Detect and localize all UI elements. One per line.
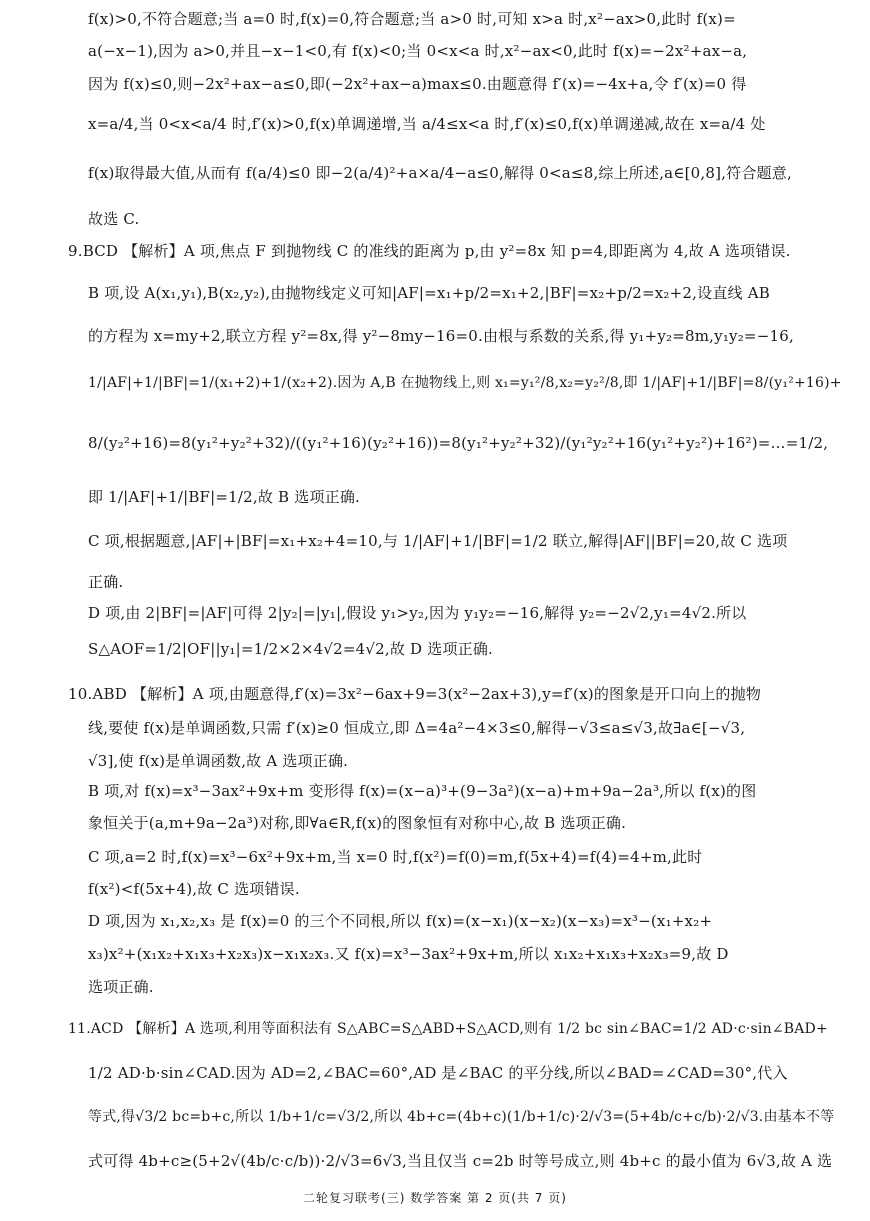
- text-line: 因为 f(x)≤0,则−2x²+ax−a≤0,即(−2x²+ax−a)max≤0.由题意得 f′(x)=−4x+a,令 f′(x)=0 得: [88, 75, 747, 93]
- text-line: D 项,因为 x₁,x₂,x₃ 是 f(x)=0 的三个不同根,所以 f(x)=(x−x₁)(x−x₂)(x−x₃)=x³−(x₁+x₂+: [88, 912, 713, 930]
- text-line: S△AOF=1/2|OF||y₁|=1/2×2×4√2=4√2,故 D 选项正确.: [88, 640, 494, 658]
- text-line: D 项,由 2|BF|=|AF|可得 2|y₂|=|y₁|,假设 y₁>y₂,因为 y₁y₂=−16,解得 y₂=−2√2,y₁=4√2.所以: [88, 604, 747, 622]
- text-line: x=a/4,当 0<x<a/4 时,f′(x)>0,f(x)单调递增,当 a/4≤x<a 时,f′(x)≤0,f(x)单调递减,故在 x=a/4 处: [88, 115, 766, 133]
- text-line: a(−x−1),因为 a>0,并且−x−1<0,有 f(x)<0;当 0<x<a 时,x²−ax<0,此时 f(x)=−2x²+ax−a,: [88, 42, 748, 60]
- text-line: 选项正确.: [88, 978, 154, 996]
- text-line: C 项,根据题意,|AF|+|BF|=x₁+x₂+4=10,与 1/|AF|+1/|BF|=1/2 联立,解得|AF||BF|=20,故 C 选项: [88, 532, 788, 550]
- text-line: 即 1/|AF|+1/|BF|=1/2,故 B 选项正确.: [88, 488, 361, 506]
- text-line: 10.ABD 【解析】A 项,由题意得,f′(x)=3x²−6ax+9=3(x²−2ax+3),y=f′(x)的图象是开口向上的抛物: [68, 685, 762, 703]
- text-line: 9.BCD 【解析】A 项,焦点 F 到抛物线 C 的准线的距离为 p,由 y²=8x 知 p=4,即距离为 4,故 A 选项错误.: [68, 242, 791, 260]
- page-footer: 二轮复习联考(三) 数学答案 第 2 页(共 7 页): [303, 1191, 567, 1205]
- text-line: 8/(y₂²+16)=8(y₁²+y₂²+32)/((y₁²+16)(y₂²+16))=8(y₁²+y₂²+32)/(y₁²y₂²+16(y₁²+y₂²)+16²)=…=1/2,: [88, 434, 829, 452]
- text-line: f(x²)<f(5x+4),故 C 选项错误.: [88, 880, 300, 898]
- text-line: 1/2 AD·b·sin∠CAD.因为 AD=2,∠BAC=60°,AD 是∠BAC 的平分线,所以∠BAD=∠CAD=30°,代入: [88, 1064, 788, 1082]
- text-line: 的方程为 x=my+2,联立方程 y²=8x,得 y²−8my−16=0.由根与系数的关系,得 y₁+y₂=8m,y₁y₂=−16,: [88, 327, 794, 345]
- text-line: 1/|AF|+1/|BF|=1/(x₁+2)+1/(x₂+2).因为 A,B 在抛物线上,则 x₁=y₁²/8,x₂=y₂²/8,即 1/|AF|+1/|BF|=8/(y₁²+16)+: [88, 375, 842, 391]
- text-line: 故选 C.: [88, 210, 140, 228]
- text-line: B 项,对 f(x)=x³−3ax²+9x+m 变形得 f(x)=(x−a)³+(9−3a²)(x−a)+m+9a−2a³,所以 f(x)的图: [88, 782, 757, 800]
- text-line: 11.ACD 【解析】A 选项,利用等面积法有 S△ABC=S△ABD+S△ACD,则有 1/2 bc sin∠BAC=1/2 AD·c·sin∠BAD+: [68, 1021, 828, 1037]
- text-line: 象恒关于(a,m+9a−2a³)对称,即∀a∈R,f(x)的图象恒有对称中心,故 B 选项正确.: [88, 814, 627, 832]
- text-line: 等式,得√3/2 bc=b+c,所以 1/b+1/c=√3/2,所以 4b+c=(4b+c)(1/b+1/c)·2/√3=(5+4b/c+c/b)·2/√3.由基本不等: [88, 1109, 835, 1125]
- text-line: f(x)>0,不符合题意;当 a=0 时,f(x)=0,符合题意;当 a>0 时,可知 x>a 时,x²−ax>0,此时 f(x)=: [88, 10, 736, 28]
- text-line: 式可得 4b+c≥(5+2√(4b/c·c/b))·2/√3=6√3,当且仅当 c=2b 时等号成立,则 4b+c 的最小值为 6√3,故 A 选: [88, 1152, 833, 1170]
- text-line: √3],使 f(x)是单调函数,故 A 选项正确.: [88, 752, 349, 770]
- text-line: f(x)取得最大值,从而有 f(a/4)≤0 即−2(a/4)²+a×a/4−a≤0,解得 0<a≤8,综上所述,a∈[0,8],符合题意,: [88, 164, 792, 182]
- text-line: B 项,设 A(x₁,y₁),B(x₂,y₂),由抛物线定义可知|AF|=x₁+p/2=x₁+2,|BF|=x₂+p/2=x₂+2,设直线 AB: [88, 284, 770, 302]
- text-line: x₃)x²+(x₁x₂+x₁x₃+x₂x₃)x−x₁x₂x₃.又 f(x)=x³−3ax²+9x+m,所以 x₁x₂+x₁x₃+x₂x₃=9,故 D: [88, 945, 729, 963]
- text-line: 线,要使 f(x)是单调函数,只需 f′(x)≥0 恒成立,即 Δ=4a²−4×3≤0,解得−√3≤a≤√3,故∃a∈[−√3,: [88, 719, 746, 737]
- text-line: 正确.: [88, 573, 124, 591]
- text-line: C 项,a=2 时,f(x)=x³−6x²+9x+m,当 x=0 时,f(x²)=f(0)=m,f(5x+4)=f(4)=4+m,此时: [88, 848, 703, 866]
